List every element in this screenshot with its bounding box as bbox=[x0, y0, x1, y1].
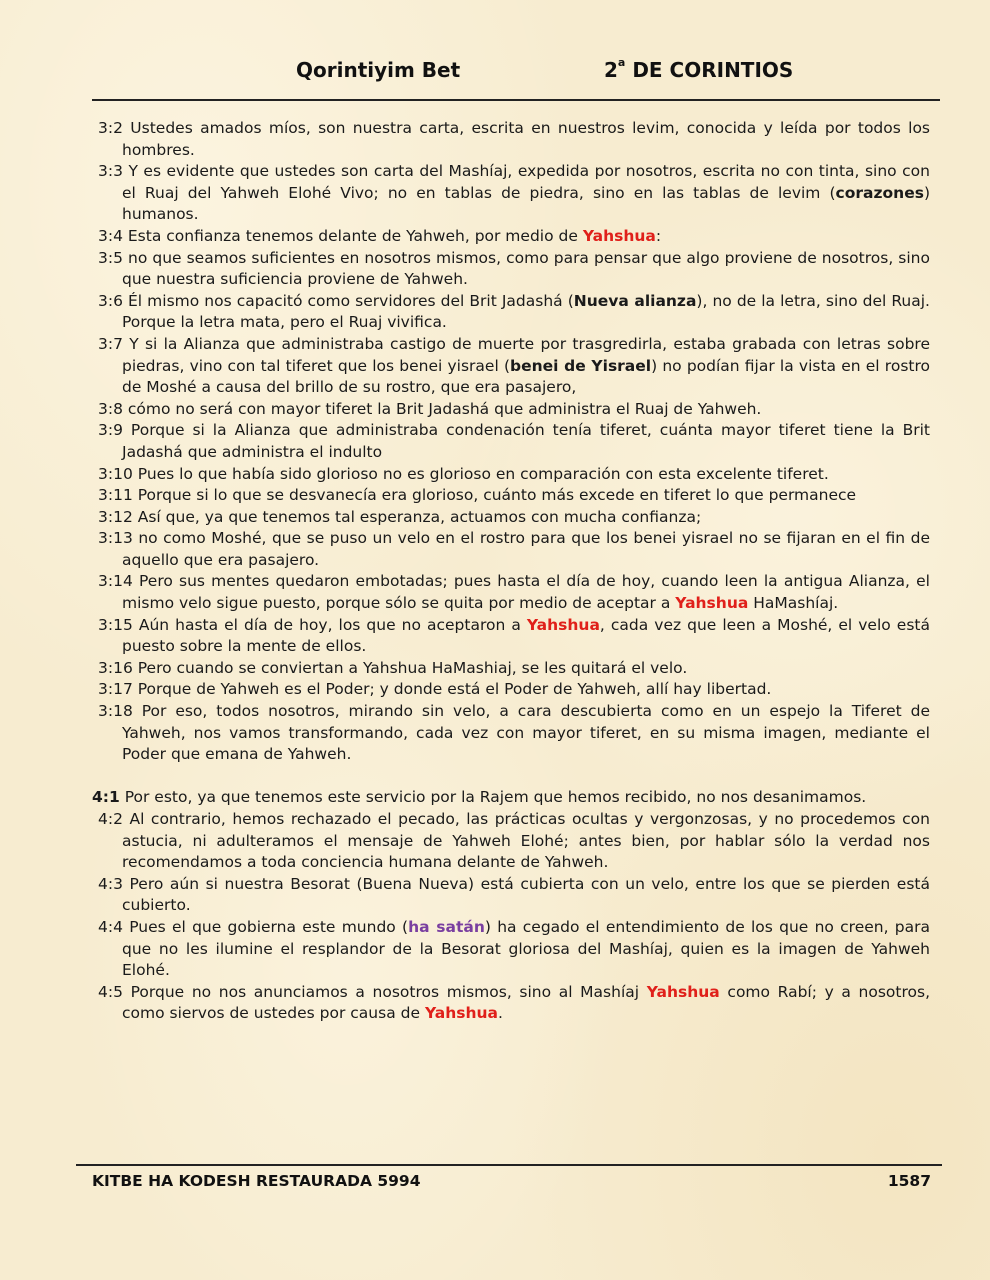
book-title-hebrew: Qorintiyim Bet bbox=[296, 58, 461, 82]
header-rule bbox=[92, 99, 940, 101]
page-footer bbox=[0, 1172, 990, 1194]
verse-3-10 bbox=[98, 464, 930, 486]
verse-ref: 3:12 bbox=[98, 507, 133, 526]
verse-3-8 bbox=[98, 399, 930, 421]
verse-text-segment: Esta confianza tenemos delante de Yahweh, por medio de bbox=[127, 226, 583, 245]
name-yahshua: Yahshua bbox=[582, 226, 656, 245]
verse-text-segment: Y es evidente que ustedes son carta del Mashíaj, expedida por nosotros, escrita no con tinta, sino con el Ruaj del Yahweh Elohé Vivo; no en tablas de piedra, sino en las tablas de levim ( bbox=[122, 162, 930, 202]
book-title-spanish: 2$^a$ DE CORINTIOS bbox=[604, 56, 794, 82]
verse-4-1 bbox=[92, 787, 930, 809]
verse-3-13 bbox=[98, 528, 930, 571]
name-yahshua: Yahshua bbox=[646, 982, 720, 1001]
verse-ref: 3:11 bbox=[98, 486, 133, 505]
verse-4-4 bbox=[98, 917, 930, 982]
page-number: 1587 bbox=[887, 1172, 931, 1190]
verse-text-segment: ) no podían fijar la vista en el rostro de Moshé a causa del brillo de su rostro, que era pasajero, bbox=[122, 356, 930, 397]
verse-3-18 bbox=[98, 701, 930, 766]
verse-3-4 bbox=[98, 226, 930, 248]
verse-ref: 3:10 bbox=[98, 464, 133, 483]
verse-ref: 3:7 bbox=[98, 334, 123, 353]
verse-ref: 3:17 bbox=[98, 680, 133, 699]
verse-text-segment: Porque de Yahweh es el Poder; y donde está el Poder de Yahweh, allí hay libertad. bbox=[137, 680, 772, 699]
bold-gloss: Nueva alianza bbox=[573, 291, 697, 310]
verse-4-5 bbox=[98, 982, 930, 1025]
bold-gloss: corazones bbox=[835, 183, 924, 202]
verse-text-segment: ) humanos. bbox=[122, 183, 930, 224]
term-ha-satan: ha satán bbox=[408, 917, 485, 936]
verse-text-segment: : bbox=[655, 226, 662, 245]
verse-ref: 3:13 bbox=[98, 529, 133, 548]
verse-ref: 3:9 bbox=[98, 421, 123, 440]
verse-text-segment: Pues el que gobierna este mundo ( bbox=[129, 917, 409, 936]
verse-text-segment: Al contrario, hemos rechazado el pecado, las prácticas ocultas y vergonzosas, y no procedemos con astucia, ni adulteramos el mensaje de Yahweh Elohé; antes bien, por hablar sólo la verdad nos recomendamos a toda conciencia humana delante de Yahweh. bbox=[122, 810, 930, 872]
verse-3-12 bbox=[98, 507, 930, 529]
verse-text-segment: ), no de la letra, sino del Ruaj. Porque la letra mata, pero el Ruaj vivifica. bbox=[122, 291, 930, 332]
verse-3-2 bbox=[98, 118, 930, 161]
verse-text-segment: Y si la Alianza que administraba castigo de muerte por trasgredirla, estaba grabada con letras sobre piedras, vino con tal tiferet que los benei yisrael ( bbox=[122, 334, 930, 375]
verse-ref: 3:16 bbox=[98, 658, 133, 677]
verse-4-2 bbox=[98, 809, 930, 874]
verse-ref: 3:2 bbox=[98, 119, 123, 137]
verse-ref: 3:3 bbox=[98, 162, 123, 181]
verse-ref: 4:4 bbox=[98, 917, 123, 936]
verse-text-segment: Pero sus mentes quedaron embotadas; pues hasta el día de hoy, cuando leen la antigua Alianza, el mismo velo sigue puesto, porque sólo se quita por medio de aceptar a bbox=[122, 572, 930, 613]
verse-text-segment: Pero aún si nuestra Besorat (Buena Nueva) está cubierta con un velo, entre los que se pierden está cubierto. bbox=[122, 874, 930, 915]
verse-text-segment: Así que, ya que tenemos tal esperanza, actuamos con mucha confianza; bbox=[137, 507, 702, 526]
verse-text-segment: Ustedes amados míos, son nuestra carta, escrita en nuestros levim, conocida y leída por todos los hombres. bbox=[122, 119, 931, 159]
verse-text-segment: Aún hasta el día de hoy, los que no aceptaron a bbox=[138, 615, 527, 634]
verse-3-6 bbox=[98, 291, 930, 334]
footer-rule bbox=[76, 1164, 942, 1166]
verse-ref: 4:3 bbox=[98, 874, 123, 893]
verse-text-segment: no que seamos suficientes en nosotros mismos, como para pensar que algo proviene de nosotros, sino que nuestra suficiencia proviene de Yahweh. bbox=[122, 248, 930, 289]
verse-3-7 bbox=[98, 334, 930, 399]
verse-text-segment: no como Moshé, que se puso un velo en el rostro para que los benei yisrael no se fijaran en el fin de aquello que era pasajero. bbox=[122, 529, 930, 569]
verse-text-segment: Porque si la Alianza que administraba condenación tenía tiferet, cuánta mayor tiferet tiene la Brit Jadashá que administra el indulto bbox=[122, 421, 930, 461]
verse-ref: 3:14 bbox=[98, 572, 133, 591]
verse-ref: 4:1 bbox=[92, 788, 120, 807]
verse-text-segment: HaMashíaj. bbox=[748, 594, 839, 613]
verse-ref: 3:5 bbox=[98, 248, 123, 267]
bold-gloss: benei de Yisrael bbox=[510, 356, 652, 375]
name-yahshua: Yahshua bbox=[526, 615, 600, 634]
verse-text-segment: Por eso, todos nosotros, mirando sin velo, a cara descubierta como en un espejo la Tiferet de Yahweh, nos vamos transformando, cada vez con mayor tiferet, en su misma imagen, mediante el Poder que emana de Yahweh. bbox=[122, 702, 930, 764]
verse-text-segment: Pues lo que había sido glorioso no es glorioso en comparación con esta excelente tiferet. bbox=[137, 464, 829, 483]
verse-ref: 4:2 bbox=[98, 810, 123, 828]
verse-3-5 bbox=[98, 248, 930, 291]
verse-text-segment: como Rabí; y a nosotros, como siervos de ustedes por causa de bbox=[122, 982, 930, 1023]
footer-title: KITBE HA KODESH RESTAURADA 5994 bbox=[92, 1172, 421, 1190]
verse-text-segment: cómo no será con mayor tiferet la Brit Jadashá que administra el Ruaj de Yahweh. bbox=[127, 399, 762, 418]
verse-ref: 3:15 bbox=[98, 615, 133, 634]
verse-ref: 4:5 bbox=[98, 982, 123, 1001]
verse-3-14 bbox=[98, 571, 930, 614]
chapter-gap bbox=[98, 766, 930, 788]
verse-3-3 bbox=[98, 161, 930, 226]
verse-text bbox=[92, 118, 931, 1025]
verse-3-15 bbox=[98, 615, 930, 658]
page-header bbox=[0, 58, 990, 90]
verse-3-16 bbox=[98, 658, 930, 680]
verse-ref: 3:8 bbox=[98, 399, 123, 418]
verse-4-3 bbox=[98, 874, 930, 917]
verse-text-segment: Porque si lo que se desvanecía era glorioso, cuánto más excede en tiferet lo que permanece bbox=[137, 486, 857, 505]
verse-3-11 bbox=[98, 485, 930, 507]
verse-text-segment: Porque no nos anunciamos a nosotros mismos, sino al Mashíaj bbox=[130, 982, 647, 1001]
verse-3-9 bbox=[98, 420, 930, 463]
verse-text-segment: . bbox=[498, 1004, 503, 1023]
verse-ref: 3:18 bbox=[98, 702, 133, 721]
verse-3-17 bbox=[98, 679, 930, 701]
verse-text-segment: ) ha cegado el entendimiento de los que no creen, para que no les ilumine el resplandor de la Besorat gloriosa del Mashíaj, quien es la imagen de Yahweh Elohé. bbox=[122, 917, 930, 980]
verse-text-segment: , cada vez que leen a Moshé, el velo está puesto sobre la mente de ellos. bbox=[122, 615, 930, 656]
name-yahshua: Yahshua bbox=[424, 1004, 498, 1023]
verse-text-segment: Él mismo nos capacitó como servidores del Brit Jadashá ( bbox=[128, 291, 574, 310]
verse-ref: 3:6 bbox=[98, 291, 123, 310]
name-yahshua: Yahshua bbox=[675, 594, 749, 613]
verse-text-segment: Por esto, ya que tenemos este servicio por la Rajem que hemos recibido, no nos desanimamos. bbox=[124, 788, 867, 807]
verse-ref: 3:4 bbox=[98, 226, 123, 245]
verse-text-segment: Pero cuando se conviertan a Yahshua HaMashiaj, se les quitará el velo. bbox=[137, 658, 688, 677]
